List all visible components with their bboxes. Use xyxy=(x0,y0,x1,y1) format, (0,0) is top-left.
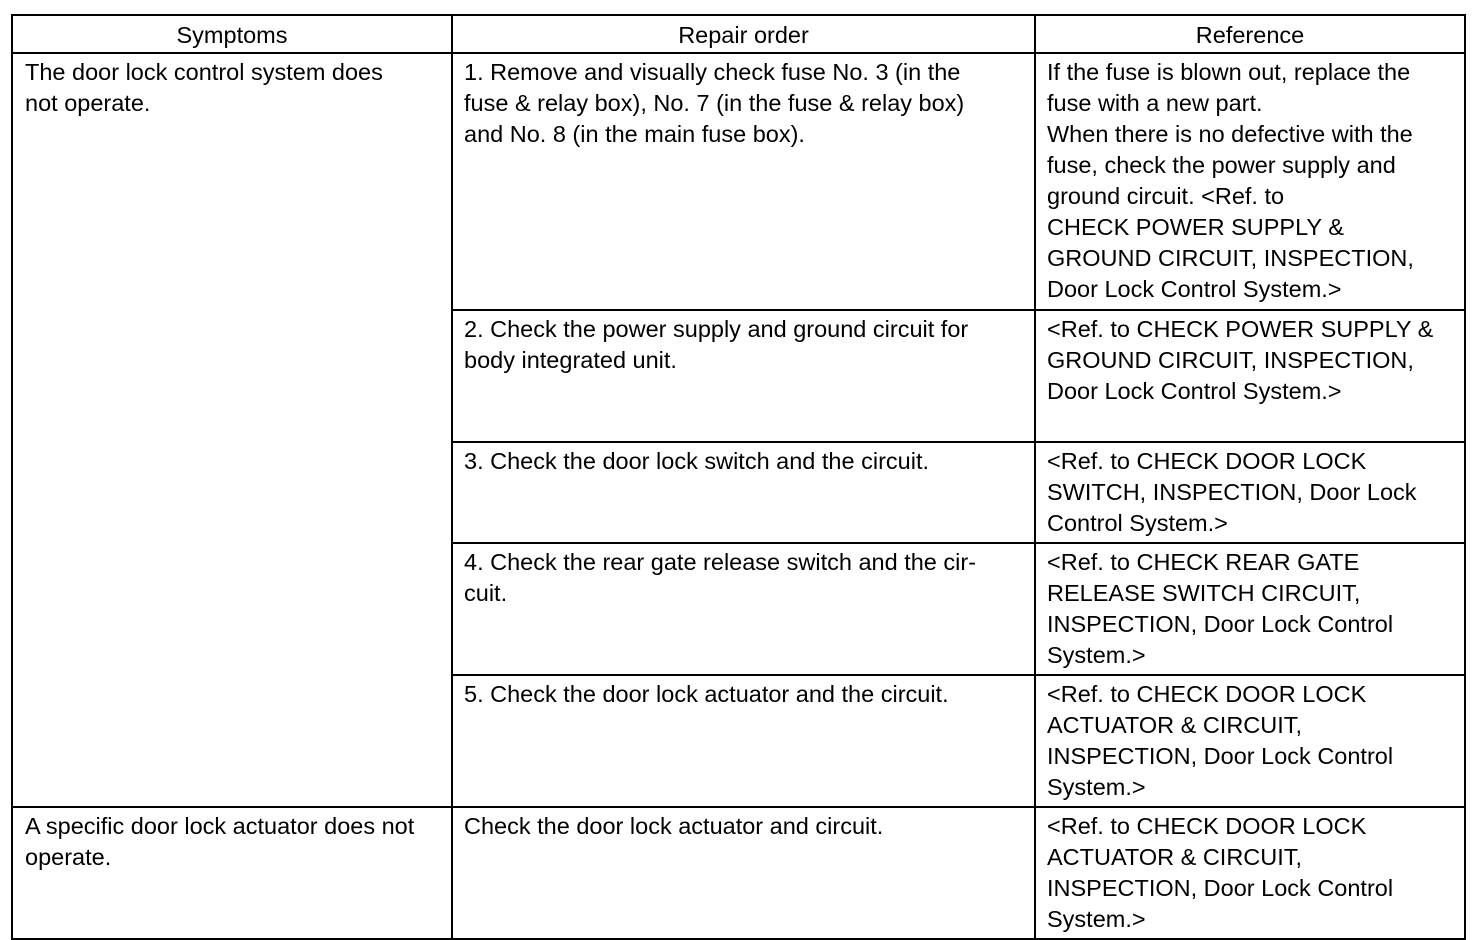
reference-cell xyxy=(1035,675,1465,807)
reference-cell xyxy=(1035,53,1465,310)
repair-line: and No. 8 (in the main fuse box). xyxy=(464,121,805,147)
reference-line: <Ref. to CHECK DOOR LOCK xyxy=(1047,681,1367,707)
symptom-line: A specific door lock actuator does not xyxy=(25,813,415,839)
header-row xyxy=(12,15,1465,53)
reference-cell xyxy=(1035,310,1465,442)
repair-line: body integrated unit. xyxy=(464,347,677,373)
repair-line: 1. Remove and visually check fuse No. 3 (in the xyxy=(464,59,961,85)
header-repair-order: Repair order xyxy=(452,15,1035,53)
reference-line: RELEASE SWITCH CIRCUIT, xyxy=(1047,580,1361,606)
reference-line: System.> xyxy=(1047,642,1146,668)
reference-line: CHECK POWER SUPPLY & xyxy=(1047,214,1344,240)
repair-step-cell xyxy=(452,310,1035,442)
symptom-line: The door lock control system does xyxy=(25,59,383,85)
repair-step-cell xyxy=(452,675,1035,807)
repair-line: Check the door lock actuator and circuit. xyxy=(464,813,884,839)
repair-line: 2. Check the power supply and ground circuit for xyxy=(464,316,969,342)
repair-line: fuse & relay box), No. 7 (in the fuse & relay box) xyxy=(464,90,965,116)
repair-step-cell xyxy=(452,442,1035,543)
reference-line: System.> xyxy=(1047,906,1146,932)
symptom-line: operate. xyxy=(25,844,112,870)
reference-line: Control System.> xyxy=(1047,510,1228,536)
repair-line: cuit. xyxy=(464,580,508,606)
reference-line: <Ref. to CHECK REAR GATE xyxy=(1047,549,1360,575)
repair-line: 3. Check the door lock switch and the circuit. xyxy=(464,448,929,474)
reference-line: fuse, check the power supply and xyxy=(1047,152,1396,178)
reference-line: INSPECTION, Door Lock Control xyxy=(1047,875,1394,901)
reference-line: If the fuse is blown out, replace the xyxy=(1047,59,1411,85)
reference-line: Door Lock Control System.> xyxy=(1047,276,1342,302)
repair-step-cell xyxy=(452,543,1035,675)
troubleshooting-table xyxy=(11,14,1466,940)
reference-line: INSPECTION, Door Lock Control xyxy=(1047,611,1394,637)
repair-line: 4. Check the rear gate release switch and the cir- xyxy=(464,549,977,575)
table-row xyxy=(12,53,1465,310)
repair-step-cell xyxy=(452,53,1035,310)
header-reference: Reference xyxy=(1035,15,1465,53)
reference-line: <Ref. to CHECK POWER SUPPLY & xyxy=(1047,316,1434,342)
reference-cell xyxy=(1035,807,1465,939)
symptom-cell xyxy=(12,807,452,939)
reference-line: Door Lock Control System.> xyxy=(1047,378,1342,404)
reference-cell xyxy=(1035,543,1465,675)
header-symptoms: Symptoms xyxy=(12,15,452,53)
repair-line: 5. Check the door lock actuator and the circuit. xyxy=(464,681,949,707)
reference-line: GROUND CIRCUIT, INSPECTION, xyxy=(1047,245,1414,271)
symptom-cell xyxy=(12,53,452,807)
reference-line: SWITCH, INSPECTION, Door Lock xyxy=(1047,479,1417,505)
reference-line: <Ref. to CHECK DOOR LOCK xyxy=(1047,448,1367,474)
reference-line: ACTUATOR & CIRCUIT, xyxy=(1047,712,1303,738)
symptom-line: not operate. xyxy=(25,90,151,116)
reference-line: ACTUATOR & CIRCUIT, xyxy=(1047,844,1303,870)
reference-line: fuse with a new part. xyxy=(1047,90,1263,116)
table-row xyxy=(12,807,1465,939)
reference-line: When there is no defective with the xyxy=(1047,121,1413,147)
reference-line: ground circuit. <Ref. to xyxy=(1047,183,1285,209)
reference-line: GROUND CIRCUIT, INSPECTION, xyxy=(1047,347,1414,373)
reference-line: System.> xyxy=(1047,774,1146,800)
reference-line: INSPECTION, Door Lock Control xyxy=(1047,743,1394,769)
repair-step-cell xyxy=(452,807,1035,939)
reference-line: <Ref. to CHECK DOOR LOCK xyxy=(1047,813,1367,839)
reference-cell xyxy=(1035,442,1465,543)
